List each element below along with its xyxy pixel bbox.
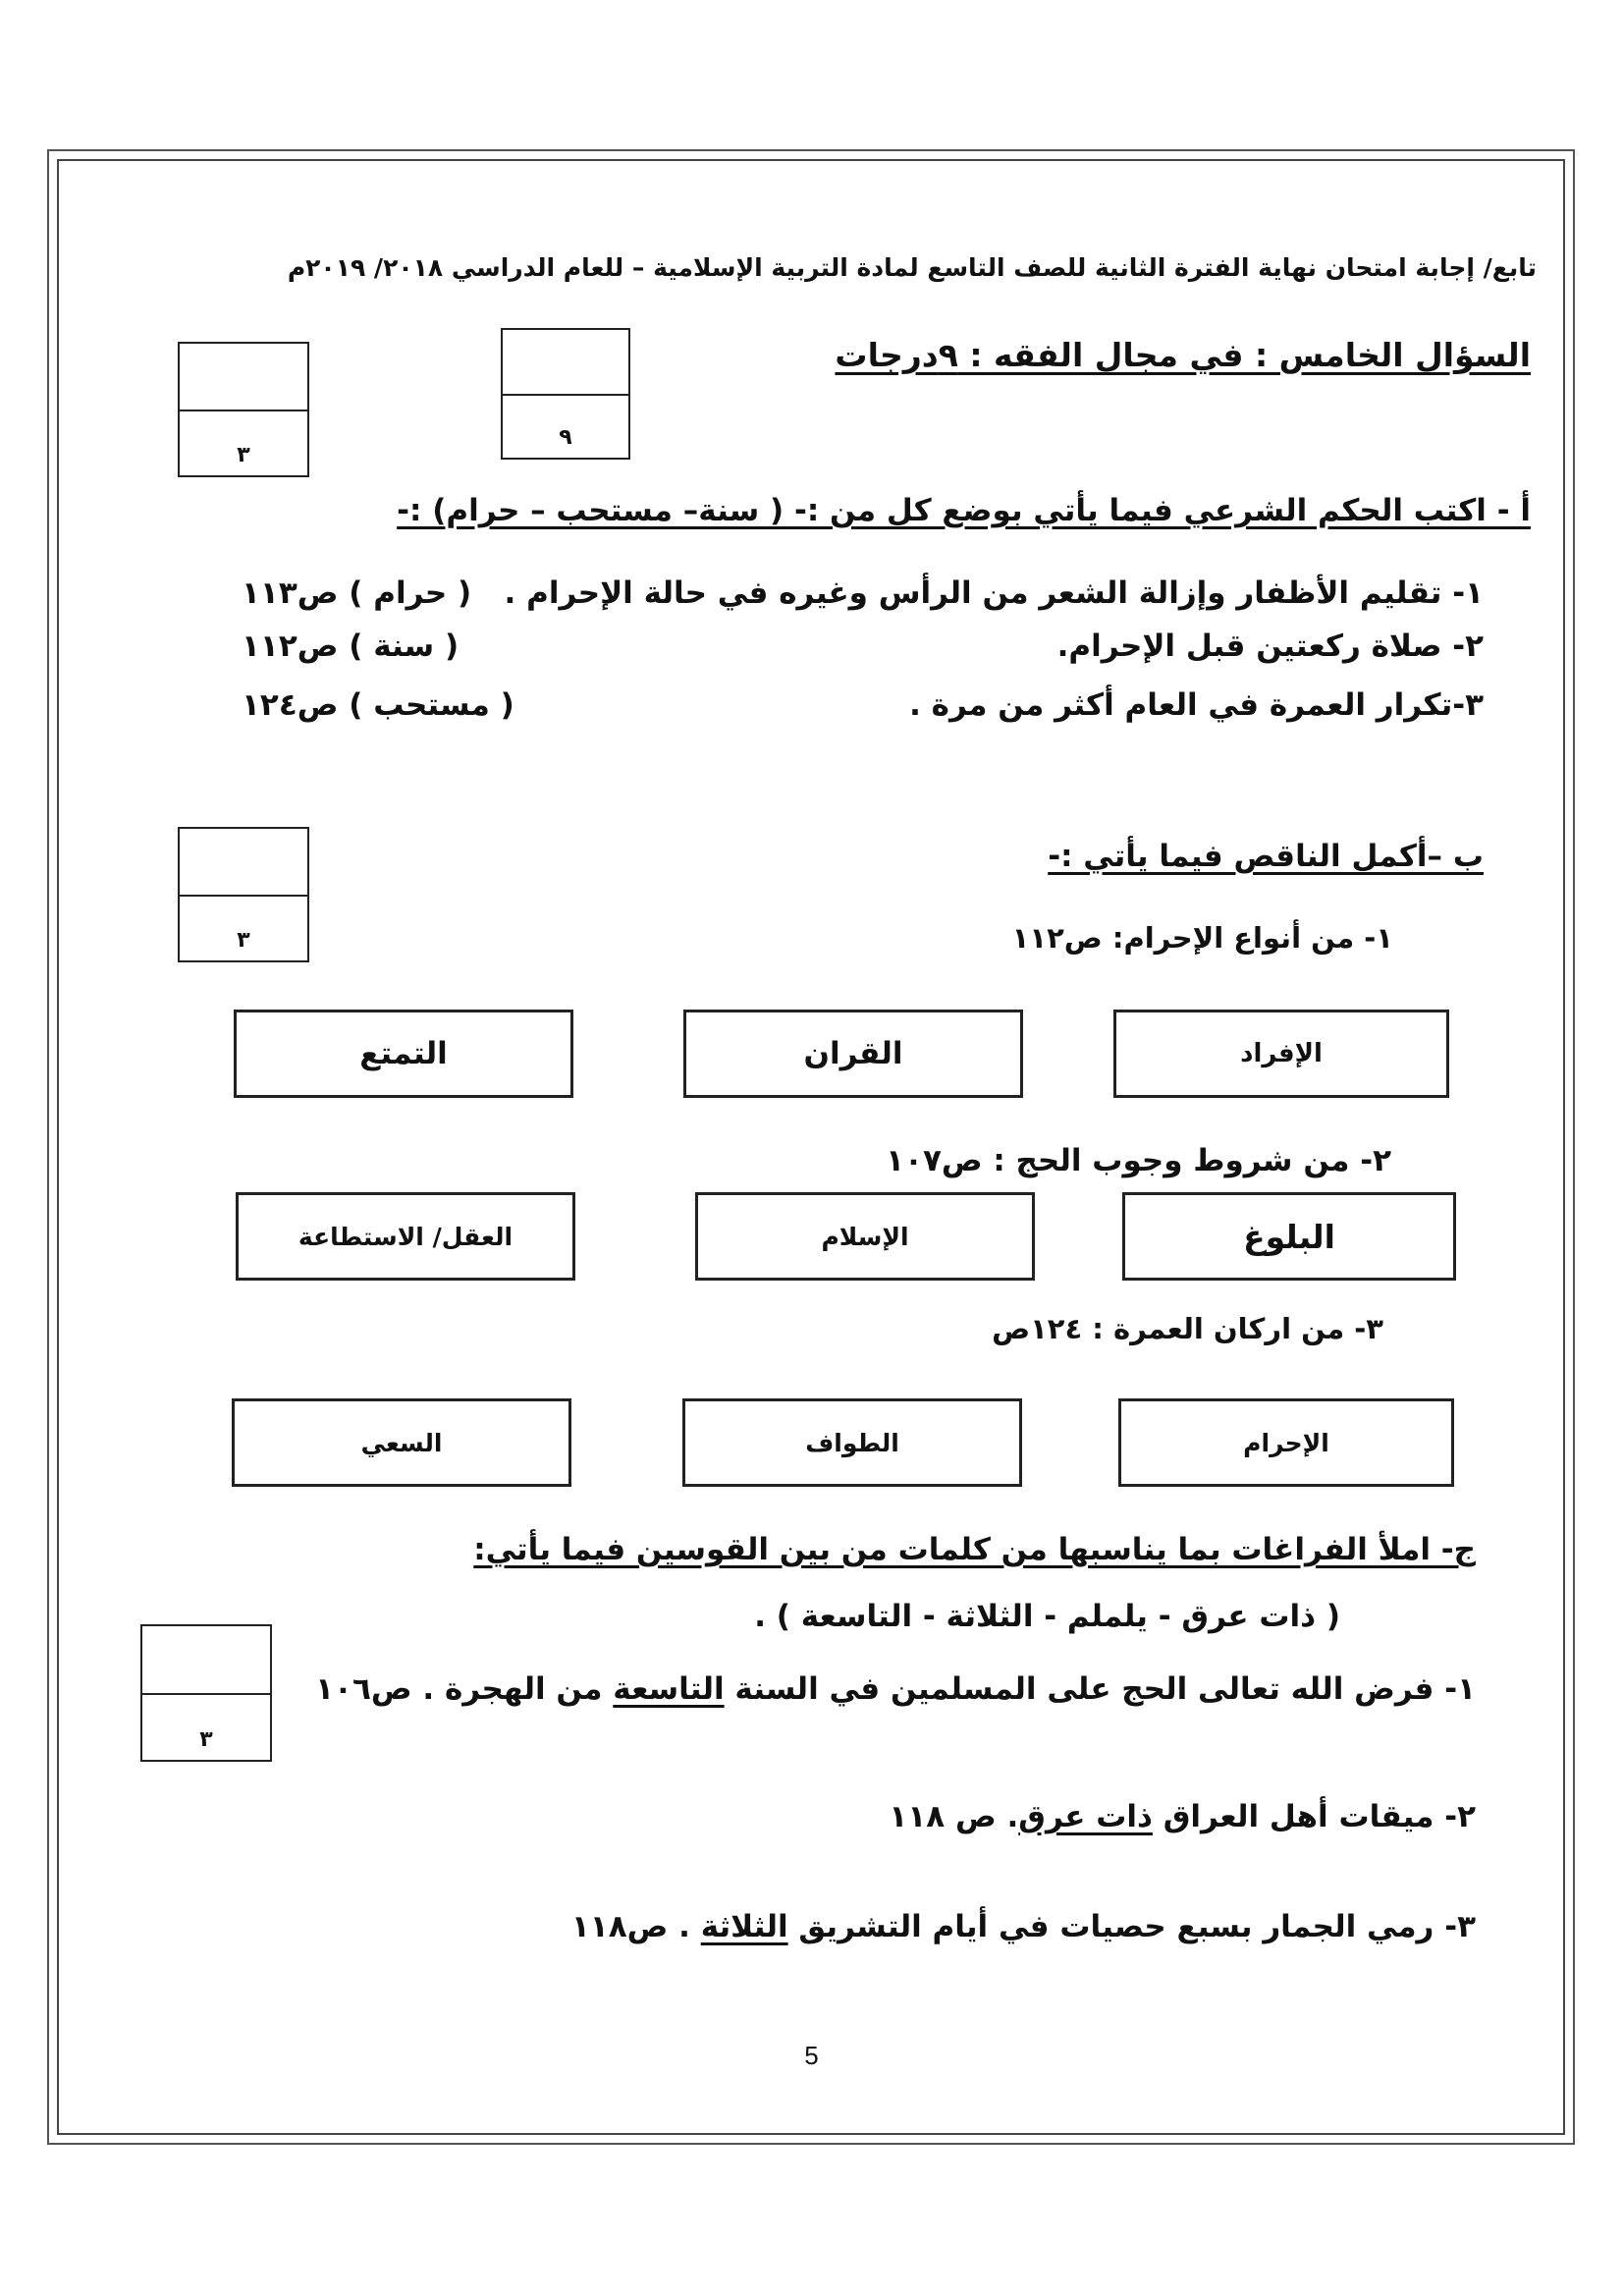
part-a-answer-3: ( مستحب ) ص١٢٤ <box>242 687 514 723</box>
part-b-group-2-label: ٢- من شروط وجوب الحج : ص١٠٧ <box>886 1143 1391 1178</box>
exam-header: تابع/ إجابة امتحان نهاية الفترة الثانية للصف التاسع لمادة التربية الإسلامية – للعام الدراسي ٢٠١٨/ ٢٠١٩م <box>287 253 1537 282</box>
part-a-item-2: ٢- صلاة ركعتين قبل الإحرام. <box>1056 629 1484 664</box>
part-c-mark-box <box>140 1624 272 1762</box>
part-a-item-3: ٣-تكرار العمرة في العام أكثر من مرة . <box>909 687 1484 723</box>
hajj-condition-box-1: البلوغ <box>1122 1192 1456 1281</box>
total-mark-box <box>501 328 630 460</box>
part-b-group-1-label: ١- من أنواع الإحرام: ص١١٢ <box>1011 921 1393 955</box>
ihram-type-box-2: القران <box>683 1010 1023 1098</box>
part-c-item-1-answer: التاسعة <box>613 1671 725 1707</box>
umrah-pillar-box-3: السعي <box>232 1398 571 1487</box>
part-c-item-2-after: . ص ١١٨ <box>889 1799 1019 1834</box>
part-a-mark-box <box>178 342 309 477</box>
part-a-answer-2: ( سنة ) ص١١٢ <box>242 629 460 664</box>
part-c-item-2 <box>889 1799 1476 1834</box>
part-a-item-1: ١- تقليم الأظفار وإزالة الشعر من الرأس وغيره في حالة الإحرام . <box>504 575 1484 611</box>
page-number: 5 <box>804 2041 819 2070</box>
part-c-item-3-answer: الثلاثة <box>700 1909 788 1944</box>
umrah-pillar-box-1: الإحرام <box>1118 1398 1454 1487</box>
part-c-instruction: ج- املأ الفراغات بما يناسبها من كلمات من بين القوسين فيما يأتي: <box>473 1532 1476 1567</box>
part-b-mark-value: ٣ <box>237 928 250 953</box>
part-c-item-2-before: ٢- ميقات أهل العراق <box>1152 1799 1476 1834</box>
part-c-item-2-answer: ذات عرق <box>1018 1799 1153 1834</box>
part-b-mark-box <box>178 827 309 962</box>
part-b-group-3-label: ٣- من اركان العمرة : ١٢٤ص <box>992 1312 1383 1345</box>
total-mark-value: ٩ <box>559 425 572 450</box>
part-a-instruction: أ - اكتب الحكم الشرعي فيما يأتي بوضع كل من :- ( سنة– مستحب – حرام) :- <box>397 493 1531 528</box>
hajj-condition-box-2: الإسلام <box>695 1192 1035 1281</box>
ihram-type-box-1: الإفراد <box>1113 1010 1449 1098</box>
part-c-item-3-before: ٣- رمي الجمار بسبع حصيات في أيام التشريق <box>787 1909 1476 1944</box>
section-title: السؤال الخامس : في مجال الفقه : ٩درجات <box>835 336 1531 374</box>
part-a-answer-1: ( حرام ) ص١١٣ <box>242 575 472 611</box>
part-b-instruction: ب –أكمل الناقص فيما يأتي :- <box>1048 839 1484 874</box>
part-c-choices: ( ذات عرق - يلملم - الثلاثة - التاسعة ) . <box>754 1599 1340 1634</box>
part-c-item-1-after: من الهجرة . ص١٠٦ <box>315 1671 614 1707</box>
part-c-item-1-before: ١- فرض الله تعالى الحج على المسلمين في السنة <box>724 1671 1476 1707</box>
part-c-mark-value: ٣ <box>199 1727 213 1752</box>
part-c-item-1 <box>315 1671 1476 1707</box>
part-c-item-3 <box>571 1909 1476 1944</box>
part-a-mark-value: ٣ <box>237 443 250 467</box>
ihram-type-box-3: التمتع <box>234 1010 573 1098</box>
umrah-pillar-box-2: الطواف <box>682 1398 1022 1487</box>
hajj-condition-box-3: العقل/ الاستطاعة <box>236 1192 575 1281</box>
part-c-item-3-after: . ص١١٨ <box>570 1909 701 1944</box>
